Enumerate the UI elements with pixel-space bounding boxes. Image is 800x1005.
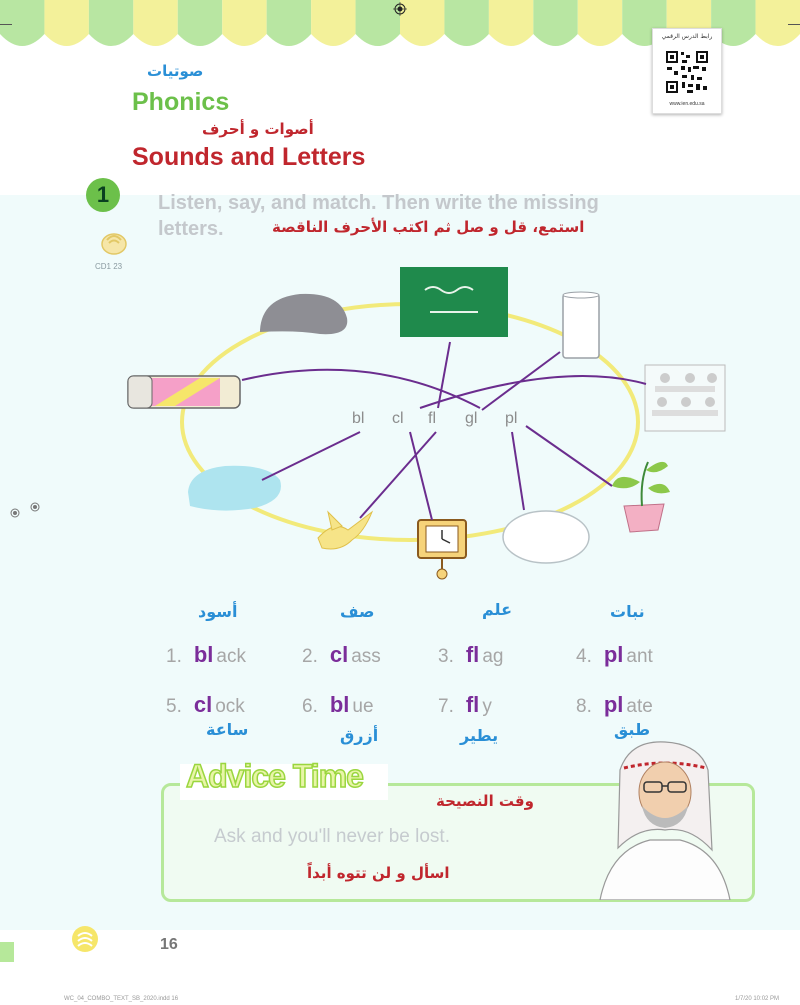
bird-icon[interactable] bbox=[318, 512, 372, 549]
awning-scallop bbox=[444, 0, 488, 46]
phonics-title-arabic: صوتيات bbox=[147, 62, 204, 80]
letter-blend-gl[interactable]: gl bbox=[465, 410, 478, 427]
registration-mark-icon bbox=[393, 2, 407, 16]
plant-icon[interactable] bbox=[612, 462, 670, 532]
sounds-title: Sounds and Letters bbox=[132, 143, 366, 171]
word-number: 1. bbox=[166, 646, 182, 667]
glue-stick-icon[interactable] bbox=[128, 376, 240, 408]
word-number: 5. bbox=[166, 696, 182, 717]
instruction-line-2: letters. bbox=[158, 218, 224, 240]
sounds-title-arabic: أصوات و أحرف bbox=[202, 120, 314, 138]
logo-icon bbox=[70, 924, 100, 954]
awning-scallop bbox=[311, 0, 355, 46]
word-item bbox=[438, 692, 492, 718]
awning-scallop bbox=[222, 0, 266, 46]
awning-scallop bbox=[267, 0, 311, 46]
advice-title: Advice Time bbox=[186, 758, 363, 794]
match-line bbox=[410, 432, 432, 520]
cd-track-label: CD1 23 bbox=[95, 262, 123, 271]
word-item bbox=[166, 642, 246, 668]
match-line bbox=[420, 376, 646, 408]
word-blend[interactable]: bl bbox=[193, 642, 214, 667]
match-line bbox=[512, 432, 524, 510]
qr-code-card[interactable] bbox=[652, 28, 722, 114]
word-blend[interactable]: cl bbox=[329, 642, 349, 667]
word-blend[interactable]: pl bbox=[603, 692, 624, 717]
word-item bbox=[438, 642, 503, 668]
match-lines bbox=[242, 342, 646, 520]
word-number: 4. bbox=[576, 646, 592, 667]
awning-scallop bbox=[0, 0, 44, 46]
advice-title-arabic: وقت النصيحة bbox=[436, 792, 534, 810]
footer-timestamp: 1/7/20 10:02 PM bbox=[735, 996, 780, 1002]
qr-code-icon bbox=[665, 45, 709, 99]
blue-patch-icon[interactable] bbox=[188, 466, 281, 511]
qr-caption: رابط الدرس الرقمي bbox=[661, 33, 713, 40]
word-number: 8. bbox=[576, 696, 592, 717]
advice-text-arabic: اسأل و لن تتوه أبداً bbox=[307, 864, 450, 882]
crop-mark bbox=[788, 24, 800, 25]
word-rest: ue bbox=[352, 696, 374, 717]
word-item bbox=[302, 642, 381, 668]
exercise-instruction-arabic: استمع، قل و صل ثم اكتب الأحرف الناقصة bbox=[272, 218, 585, 236]
word-item bbox=[576, 642, 653, 668]
word-translation: صف bbox=[340, 602, 375, 621]
letter-blend-bl[interactable]: bl bbox=[352, 410, 365, 427]
match-line bbox=[262, 432, 360, 480]
word-rest: ant bbox=[626, 646, 653, 667]
word-number: 3. bbox=[438, 646, 454, 667]
page-number: 16 bbox=[160, 936, 178, 953]
word-translation: أسود bbox=[198, 602, 238, 621]
word-item bbox=[302, 692, 374, 718]
crop-mark bbox=[0, 24, 12, 25]
glass-icon[interactable] bbox=[563, 292, 599, 358]
exercise-number: 1 bbox=[86, 178, 120, 212]
word-rest: ock bbox=[215, 696, 245, 717]
awning-scallop bbox=[178, 0, 222, 46]
word-rest: ack bbox=[216, 646, 246, 667]
qr-url: www.ien.edu.sa bbox=[669, 101, 705, 107]
match-line bbox=[526, 426, 612, 486]
match-line bbox=[360, 432, 436, 518]
man-illustration bbox=[580, 730, 740, 900]
phonics-title: Phonics bbox=[132, 88, 230, 116]
word-rest: ate bbox=[626, 696, 653, 717]
word-blend[interactable]: fl bbox=[465, 642, 480, 667]
awning-scallop bbox=[44, 0, 88, 46]
awning-scallop bbox=[89, 0, 133, 46]
word-blend[interactable]: pl bbox=[603, 642, 624, 667]
word-rest: ass bbox=[351, 646, 381, 667]
word-translation: أزرق bbox=[340, 726, 379, 745]
word-item bbox=[576, 692, 653, 718]
word-translation: ساعة bbox=[206, 720, 249, 739]
letter-blend-cl[interactable]: cl bbox=[392, 410, 404, 427]
side-tab bbox=[0, 942, 14, 962]
instruction-line-1: Listen, say, and match. Then write the missing bbox=[158, 192, 599, 214]
word-item bbox=[166, 692, 245, 718]
word-translation: طبق bbox=[614, 720, 651, 739]
word-translation: يطير bbox=[460, 726, 499, 745]
word-translation: علم bbox=[482, 600, 513, 619]
advice-text: Ask and you'll never be lost. bbox=[214, 826, 450, 847]
letter-blend-pl[interactable]: pl bbox=[505, 410, 518, 427]
cd-audio-icon[interactable] bbox=[98, 228, 130, 256]
word-number: 2. bbox=[302, 646, 318, 667]
plate-icon[interactable] bbox=[503, 511, 589, 563]
awning-scallop bbox=[578, 0, 622, 46]
awning-scallop bbox=[489, 0, 533, 46]
letter-blend-fl[interactable]: fl bbox=[428, 410, 436, 427]
word-blend[interactable]: bl bbox=[329, 692, 350, 717]
black-patch-icon[interactable] bbox=[260, 294, 347, 334]
awning-scallop bbox=[533, 0, 577, 46]
word-translation: نبات bbox=[610, 602, 645, 621]
flag-icon[interactable] bbox=[400, 267, 508, 337]
word-rest: y bbox=[482, 696, 492, 717]
awning-scallop bbox=[133, 0, 177, 46]
word-blend[interactable]: fl bbox=[465, 692, 480, 717]
word-blend[interactable]: cl bbox=[193, 692, 213, 717]
clock-icon[interactable] bbox=[418, 520, 466, 579]
awning-scallop bbox=[756, 0, 800, 46]
classroom-icon[interactable] bbox=[645, 365, 725, 431]
word-number: 6. bbox=[302, 696, 318, 717]
word-rest: ag bbox=[482, 646, 504, 667]
word-number: 7. bbox=[438, 696, 454, 717]
footer-file-name: WC_04_COMBO_TEXT_SB_2020.indd 16 bbox=[64, 996, 179, 1002]
